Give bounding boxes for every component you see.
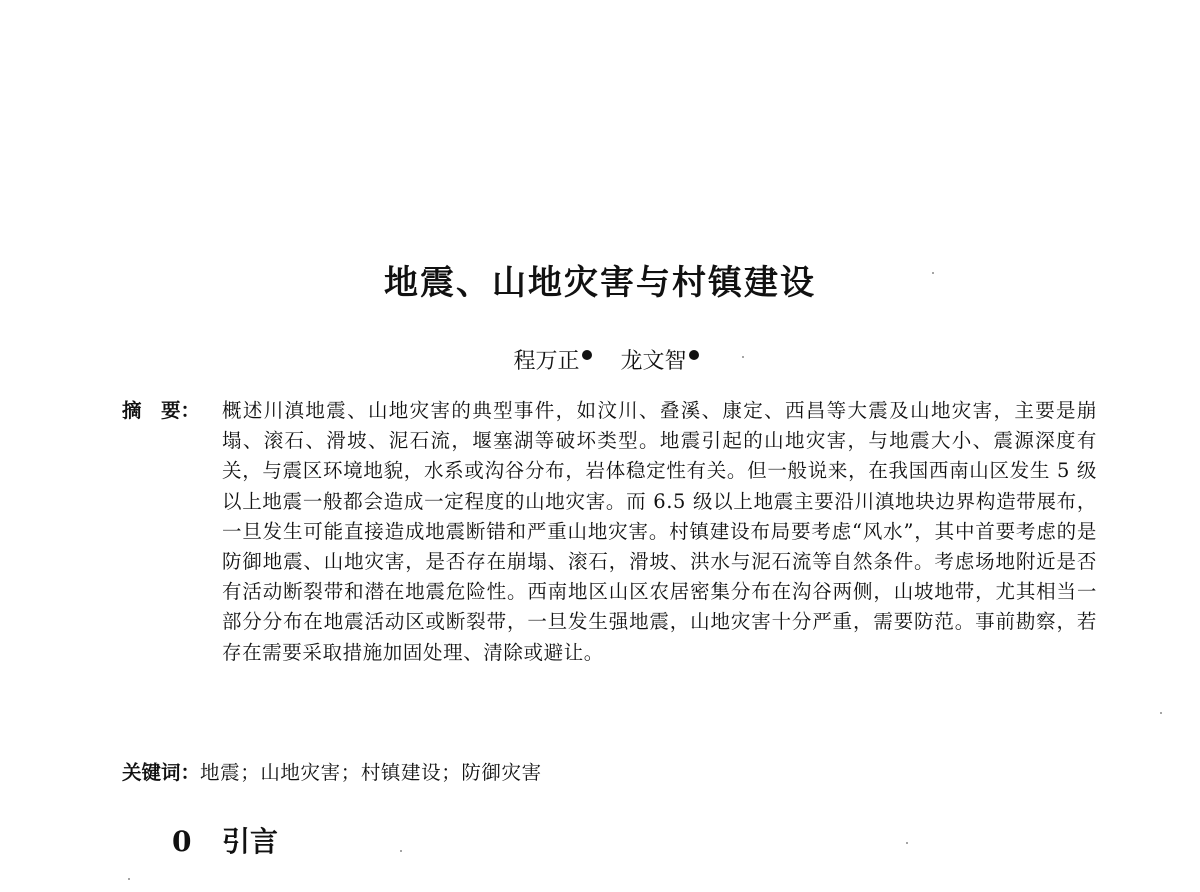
scan-speck [1160,712,1162,714]
author-line [0,346,1200,378]
abstract-label: 摘 要： [122,399,201,422]
scan-speck [906,842,908,844]
footnote-dot-icon [689,350,699,360]
footnote-dot-icon [582,350,592,360]
section-heading [172,822,278,862]
paper-title: 地震、山地灾害与村镇建设 [384,263,816,303]
keywords-label: 关键词： [122,761,201,784]
scan-speck [742,356,744,358]
scan-speck [932,272,934,274]
author-1 [513,346,591,378]
abstract-block [122,396,1097,668]
author-name: 程万正 [513,349,580,374]
keywords-block [122,758,1097,788]
author-2 [621,346,699,378]
scan-speck [400,850,402,852]
abstract-text: 概述川滇地震、山地灾害的典型事件，如汶川、叠溪、康定、西昌等大震及山地灾害，主要是崩塌、滚石、滑坡、泥石流，堰塞湖等破坏类型。地震引起的山地灾害，与地震大小、震源深度有关，与震区环境地貌，水系或沟谷分布，岩体稳定性有关。但一般说来，在我国西南山区发生 5 级以上地震一般都会造成一定程度的山地灾害。而 6.5 级以上地震主要沿川滇地块边界构造带展布，一旦发生可能直接造成地震断错和严重山地灾害。村镇建设布局要考虑“风水”，其中首要考虑的是防御地震、山地灾害，是否存在崩塌、滚石，滑坡、洪水与泥石流等自然条件。考虑场地附近是否有活动断裂带和潜在地震危险性。西南地区山区农居密集分布在沟谷两侧，山坡地带，尤其相当一部分分布在地震活动区或断裂带，一旦发生强地震，山地灾害十分严重，需要防范。事前勘察，若存在需要采取措施加固处理、清除或避让。 [222,399,1097,664]
scan-speck [128,878,130,880]
section-title: 引言 [222,825,279,858]
section-number: 0 [172,825,192,858]
author-name: 龙文智 [620,349,687,374]
keywords-text: 地震；山地灾害；村镇建设；防御灾害 [200,761,542,784]
